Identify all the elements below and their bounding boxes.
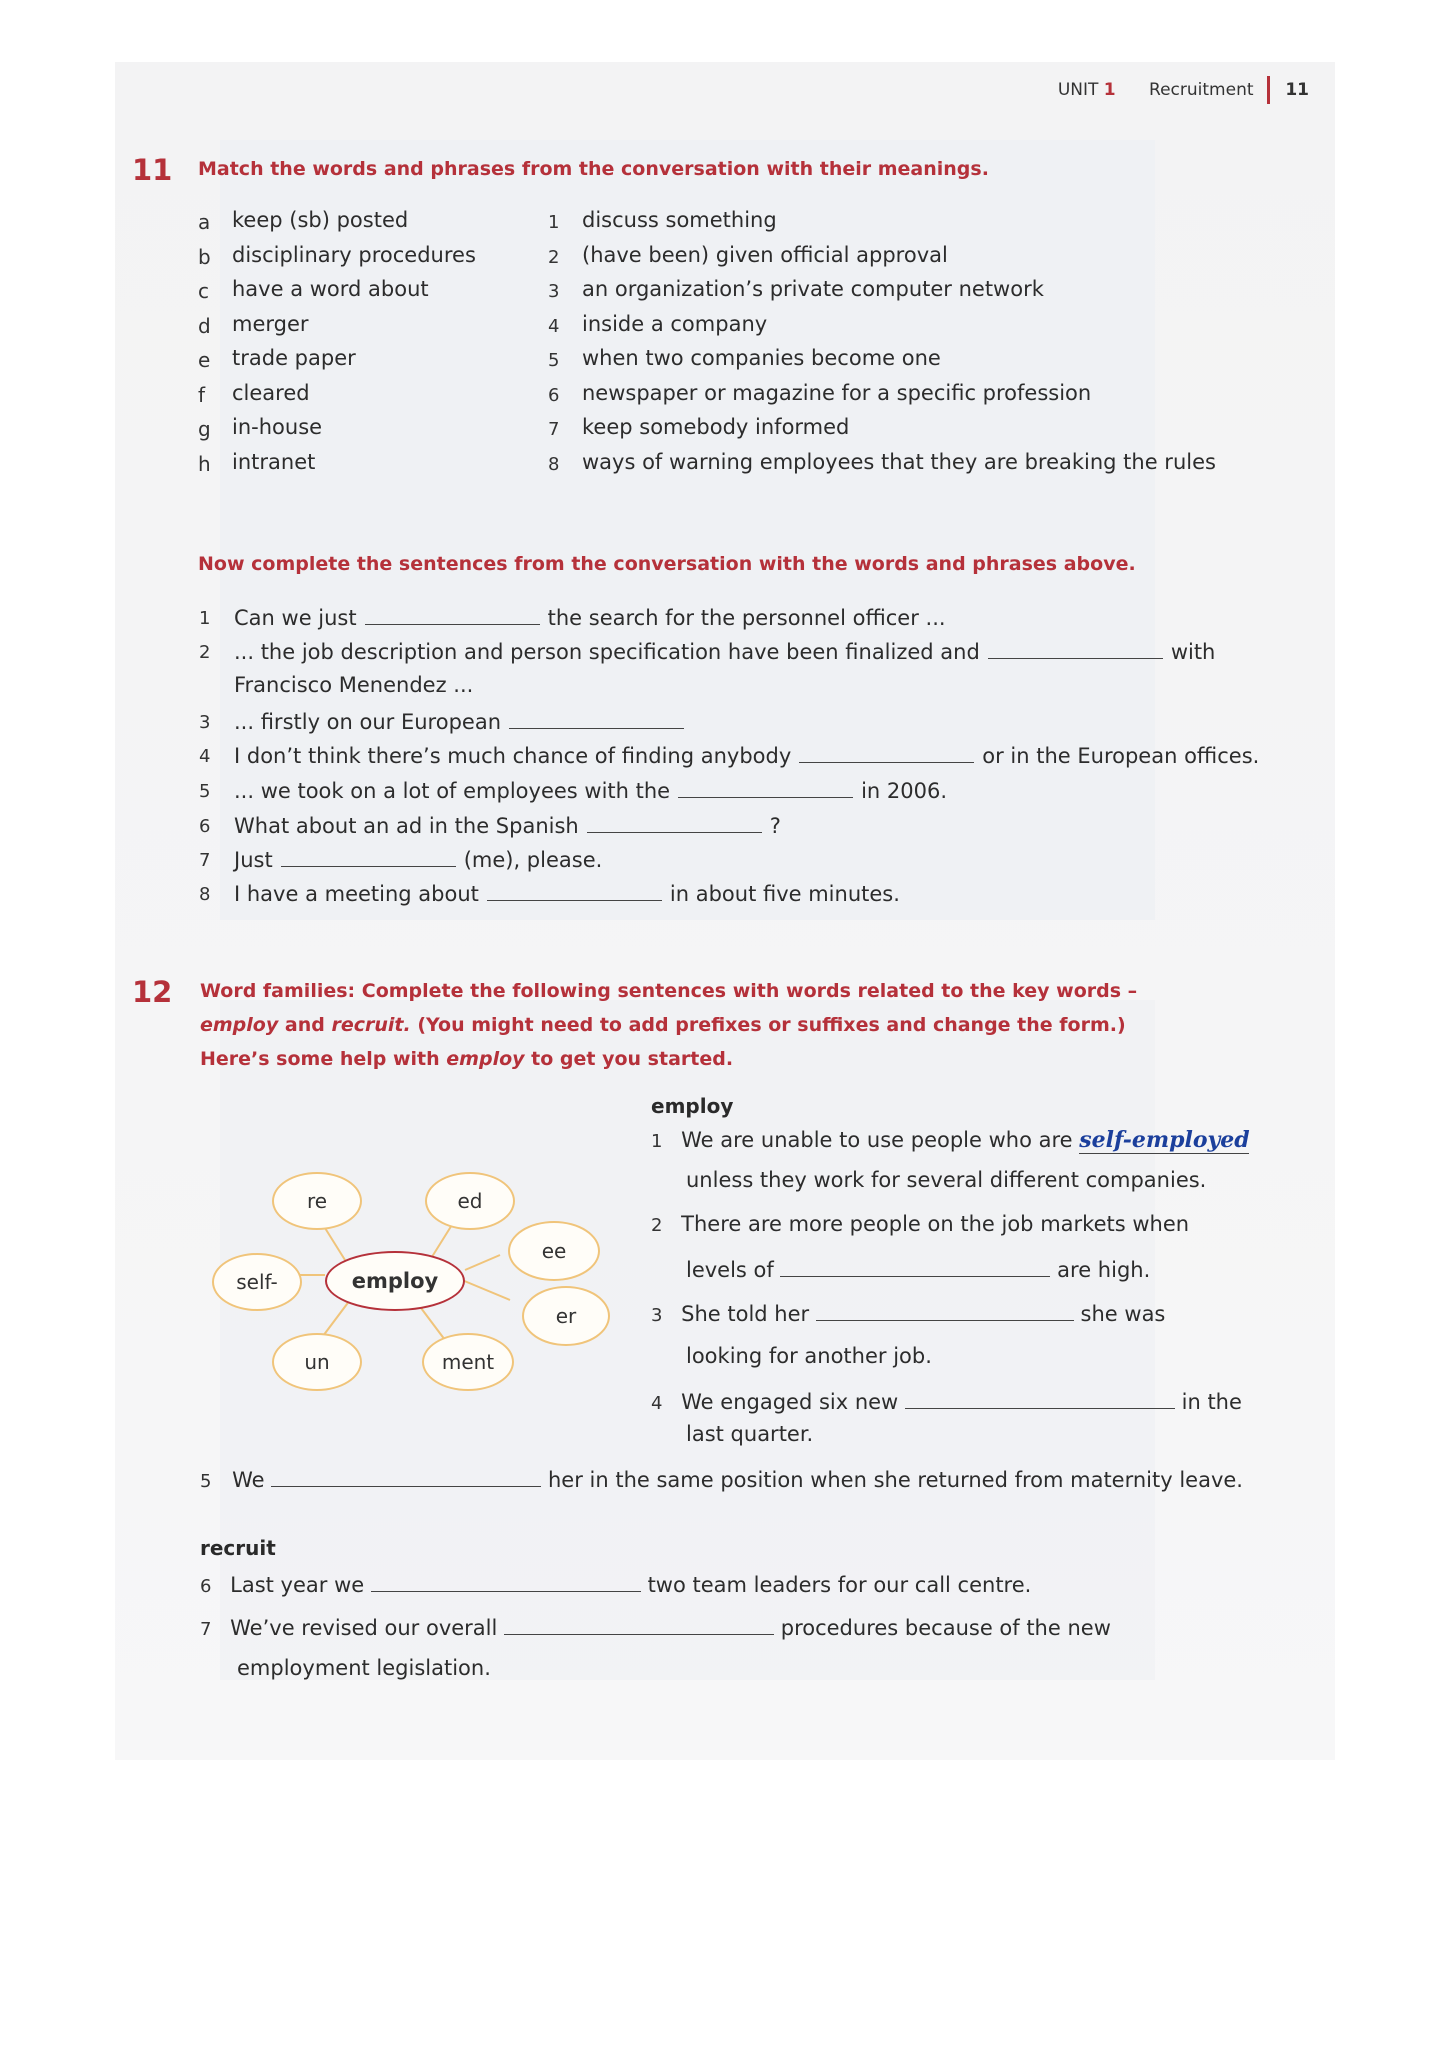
- meaning-item: discuss something: [582, 208, 777, 232]
- answer-blank[interactable]: [988, 638, 1163, 659]
- word-item: merger: [232, 311, 309, 336]
- meaning-number: 4: [548, 315, 560, 337]
- sentence-text: We: [232, 1468, 265, 1492]
- sentence-2: [651, 1212, 1189, 1236]
- diagram-bubble-ee: ee: [508, 1221, 600, 1281]
- sentence: [234, 708, 692, 734]
- word-item: cleared: [232, 380, 310, 405]
- sentence-text: We are unable to use people who are: [681, 1128, 1073, 1152]
- diagram-center-employ: employ: [325, 1251, 465, 1311]
- sentence-text: What about an ad in the Spanish: [234, 814, 579, 838]
- sentence-text: she was: [1080, 1302, 1166, 1326]
- sentence-text: Can we just: [234, 606, 357, 630]
- exercise-number: 11: [132, 153, 173, 187]
- word-item: disciplinary procedures: [232, 242, 476, 267]
- diagram-connector: [462, 1280, 510, 1300]
- sentence-text: in 2006.: [861, 779, 948, 803]
- diagram-bubble-re: re: [272, 1172, 362, 1230]
- diagram-connector: [465, 1255, 500, 1270]
- unit-number: 1: [1103, 80, 1116, 100]
- item-letter: c: [198, 279, 209, 303]
- meaning-number: 1: [548, 212, 560, 233]
- item-letter: d: [198, 313, 211, 338]
- sentence-number: 6: [200, 1576, 212, 1597]
- meaning-item: inside a company: [582, 311, 768, 336]
- answer-blank[interactable]: [504, 1614, 774, 1635]
- sentence-text: We’ve revised our overall: [230, 1616, 498, 1640]
- answer-blank[interactable]: [371, 1571, 641, 1592]
- answer-blank[interactable]: [487, 880, 662, 901]
- meaning-item: newspaper or magazine for a specific profession: [582, 380, 1092, 405]
- answer-blank[interactable]: [816, 1300, 1074, 1321]
- sentence-text: two team leaders for our call centre.: [647, 1573, 1032, 1597]
- keyword-employ-2: employ: [446, 1048, 525, 1070]
- sentence-text: levels of: [686, 1258, 774, 1282]
- sentence-number: 1: [199, 608, 211, 629]
- sentence-text: I have a meeting about: [234, 882, 479, 906]
- sentence-text: in the: [1181, 1390, 1242, 1414]
- answer-blank[interactable]: [678, 777, 853, 798]
- meaning-item: keep somebody informed: [582, 415, 850, 439]
- sentence-text: Last year we: [230, 1573, 365, 1597]
- word-item: trade paper: [232, 346, 356, 370]
- page-header: [1058, 76, 1309, 104]
- answer-blank[interactable]: [271, 1466, 541, 1487]
- meaning-item: ways of warning employees that they are breaking the rules: [582, 449, 1216, 474]
- diagram-bubble-un: un: [272, 1333, 362, 1391]
- sentence-number: 4: [651, 1393, 663, 1414]
- item-letter: e: [198, 348, 211, 372]
- word-item: intranet: [232, 449, 316, 474]
- handwritten-answer: self-employed: [1079, 1127, 1250, 1153]
- sentence-number: 5: [200, 1471, 212, 1492]
- item-letter: g: [198, 417, 211, 441]
- sentence-number: 5: [199, 781, 211, 802]
- diagram-bubble-ed: ed: [425, 1172, 515, 1230]
- word-item: in-house: [232, 415, 323, 439]
- meaning-number: 5: [548, 350, 560, 371]
- instruction-help: Here’s some help with: [200, 1048, 440, 1070]
- sentence-text: ... we took on a lot of employees with the: [234, 779, 671, 803]
- and-word: and: [284, 1014, 325, 1036]
- sentence-text: ?: [769, 814, 781, 838]
- sentence-text: are high.: [1057, 1258, 1151, 1282]
- answer-blank[interactable]: [587, 812, 762, 833]
- diagram-bubble-er: er: [522, 1286, 610, 1346]
- header-divider: [1267, 76, 1270, 104]
- sentence-number: 7: [199, 850, 211, 871]
- meaning-number: 6: [548, 384, 560, 406]
- answer-blank[interactable]: [1079, 1127, 1249, 1154]
- sentence-text: She told her: [681, 1302, 810, 1326]
- sentence-text: Just: [234, 848, 273, 872]
- diagram-bubble-self: self-: [212, 1253, 302, 1311]
- keyword-employ: employ: [200, 1014, 279, 1036]
- sentence-number: 3: [199, 712, 211, 733]
- sentence-number: 3: [651, 1305, 663, 1326]
- item-letter: b: [198, 244, 211, 269]
- sentence-text: I don’t think there’s much chance of finding anybody: [234, 744, 792, 768]
- sentence-number: 6: [199, 816, 211, 837]
- sentence-text: in about five minutes.: [669, 882, 900, 906]
- sentence-5: [200, 1466, 1243, 1492]
- sentence-text: the search for the personnel officer ...: [547, 606, 946, 630]
- sentence-text: with: [1170, 640, 1216, 664]
- sentence-number: 4: [199, 746, 211, 767]
- sentence-1-cont: unless they work for several different companies.: [686, 1168, 1207, 1192]
- page-number: 11: [1285, 80, 1309, 100]
- sentence-number: 7: [200, 1619, 212, 1640]
- exercise-instruction-line3: [200, 1048, 733, 1070]
- meaning-number: 3: [548, 281, 560, 302]
- meaning-number: 2: [548, 246, 560, 268]
- diagram-bubble-ment: ment: [422, 1333, 514, 1391]
- sentence-text: or in the European offices.: [982, 744, 1260, 768]
- sentence-7-cont: employment legislation.: [237, 1656, 491, 1680]
- instruction-help-end: to get you started.: [531, 1048, 734, 1070]
- exercise-number: 12: [132, 975, 173, 1009]
- sentence-number: 2: [199, 642, 211, 663]
- answer-blank[interactable]: [365, 604, 540, 625]
- sentence-text: procedures because of the new: [780, 1616, 1111, 1640]
- instruction-note: (You might need to add prefixes or suffixes and change the form.): [417, 1014, 1126, 1036]
- sentence: [234, 812, 781, 838]
- exercise-instruction: Word families: Complete the following sentences with words related to the key words –: [200, 980, 1138, 1002]
- sentence-text: ... firstly on our European: [234, 710, 502, 734]
- exercise-instruction: Match the words and phrases from the conversation with their meanings.: [198, 158, 989, 180]
- sentence-text: We engaged six new: [681, 1390, 899, 1414]
- sentence-text: (me), please.: [463, 848, 603, 872]
- answer-blank[interactable]: [905, 1388, 1175, 1409]
- sentence-text: her in the same position when she returned from maternity leave.: [547, 1468, 1243, 1492]
- sentence-7: [200, 1614, 1111, 1640]
- sentence: [234, 638, 1215, 664]
- word-item: keep (sb) posted: [232, 208, 409, 232]
- unit-label: UNIT: [1057, 80, 1099, 100]
- item-letter: a: [198, 210, 211, 234]
- sentence-number: 8: [199, 884, 211, 905]
- sentence-4-cont: last quarter.: [686, 1422, 814, 1446]
- sentence-number: 2: [651, 1215, 663, 1236]
- sentence-4: [651, 1388, 1242, 1414]
- sentence: [234, 604, 946, 630]
- sentence-3: [651, 1300, 1165, 1326]
- sentence: [234, 880, 900, 906]
- meaning-item: when two companies become one: [582, 346, 941, 370]
- answer-blank[interactable]: [281, 846, 456, 867]
- sentence-text: ... the job description and person specification have been finalized and: [234, 640, 980, 664]
- sentence-text: There are more people on the job markets when: [681, 1212, 1190, 1236]
- keyword-recruit: recruit.: [331, 1014, 411, 1036]
- subheading-recruit: recruit: [200, 1536, 276, 1560]
- subheading-employ: employ: [651, 1094, 734, 1118]
- sentence-6: [200, 1571, 1031, 1597]
- sentence: [234, 846, 602, 872]
- exercise-instruction-line2: [200, 1014, 1126, 1036]
- meaning-number: 8: [548, 453, 560, 475]
- answer-blank[interactable]: [780, 1256, 1050, 1277]
- meaning-item: an organization’s private computer network: [582, 277, 1044, 301]
- word-item: have a word about: [232, 277, 429, 301]
- sentence-number: 1: [651, 1131, 663, 1152]
- answer-blank[interactable]: [799, 742, 974, 763]
- exercise-instruction-2: Now complete the sentences from the conversation with the words and phrases above.: [198, 553, 1136, 575]
- answer-blank[interactable]: [509, 708, 684, 729]
- meaning-number: 7: [548, 419, 560, 440]
- sentence: [234, 777, 947, 803]
- item-letter: f: [198, 382, 206, 407]
- item-letter: h: [198, 451, 211, 476]
- section-title: Recruitment: [1149, 80, 1254, 100]
- sentence-1: [651, 1127, 1249, 1154]
- sentence-continuation: Francisco Menendez ...: [234, 673, 474, 697]
- meaning-item: (have been) given official approval: [582, 242, 948, 267]
- sentence-2-cont: [686, 1256, 1150, 1282]
- sentence: [234, 742, 1259, 768]
- sentence-3-cont: looking for another job.: [686, 1344, 932, 1368]
